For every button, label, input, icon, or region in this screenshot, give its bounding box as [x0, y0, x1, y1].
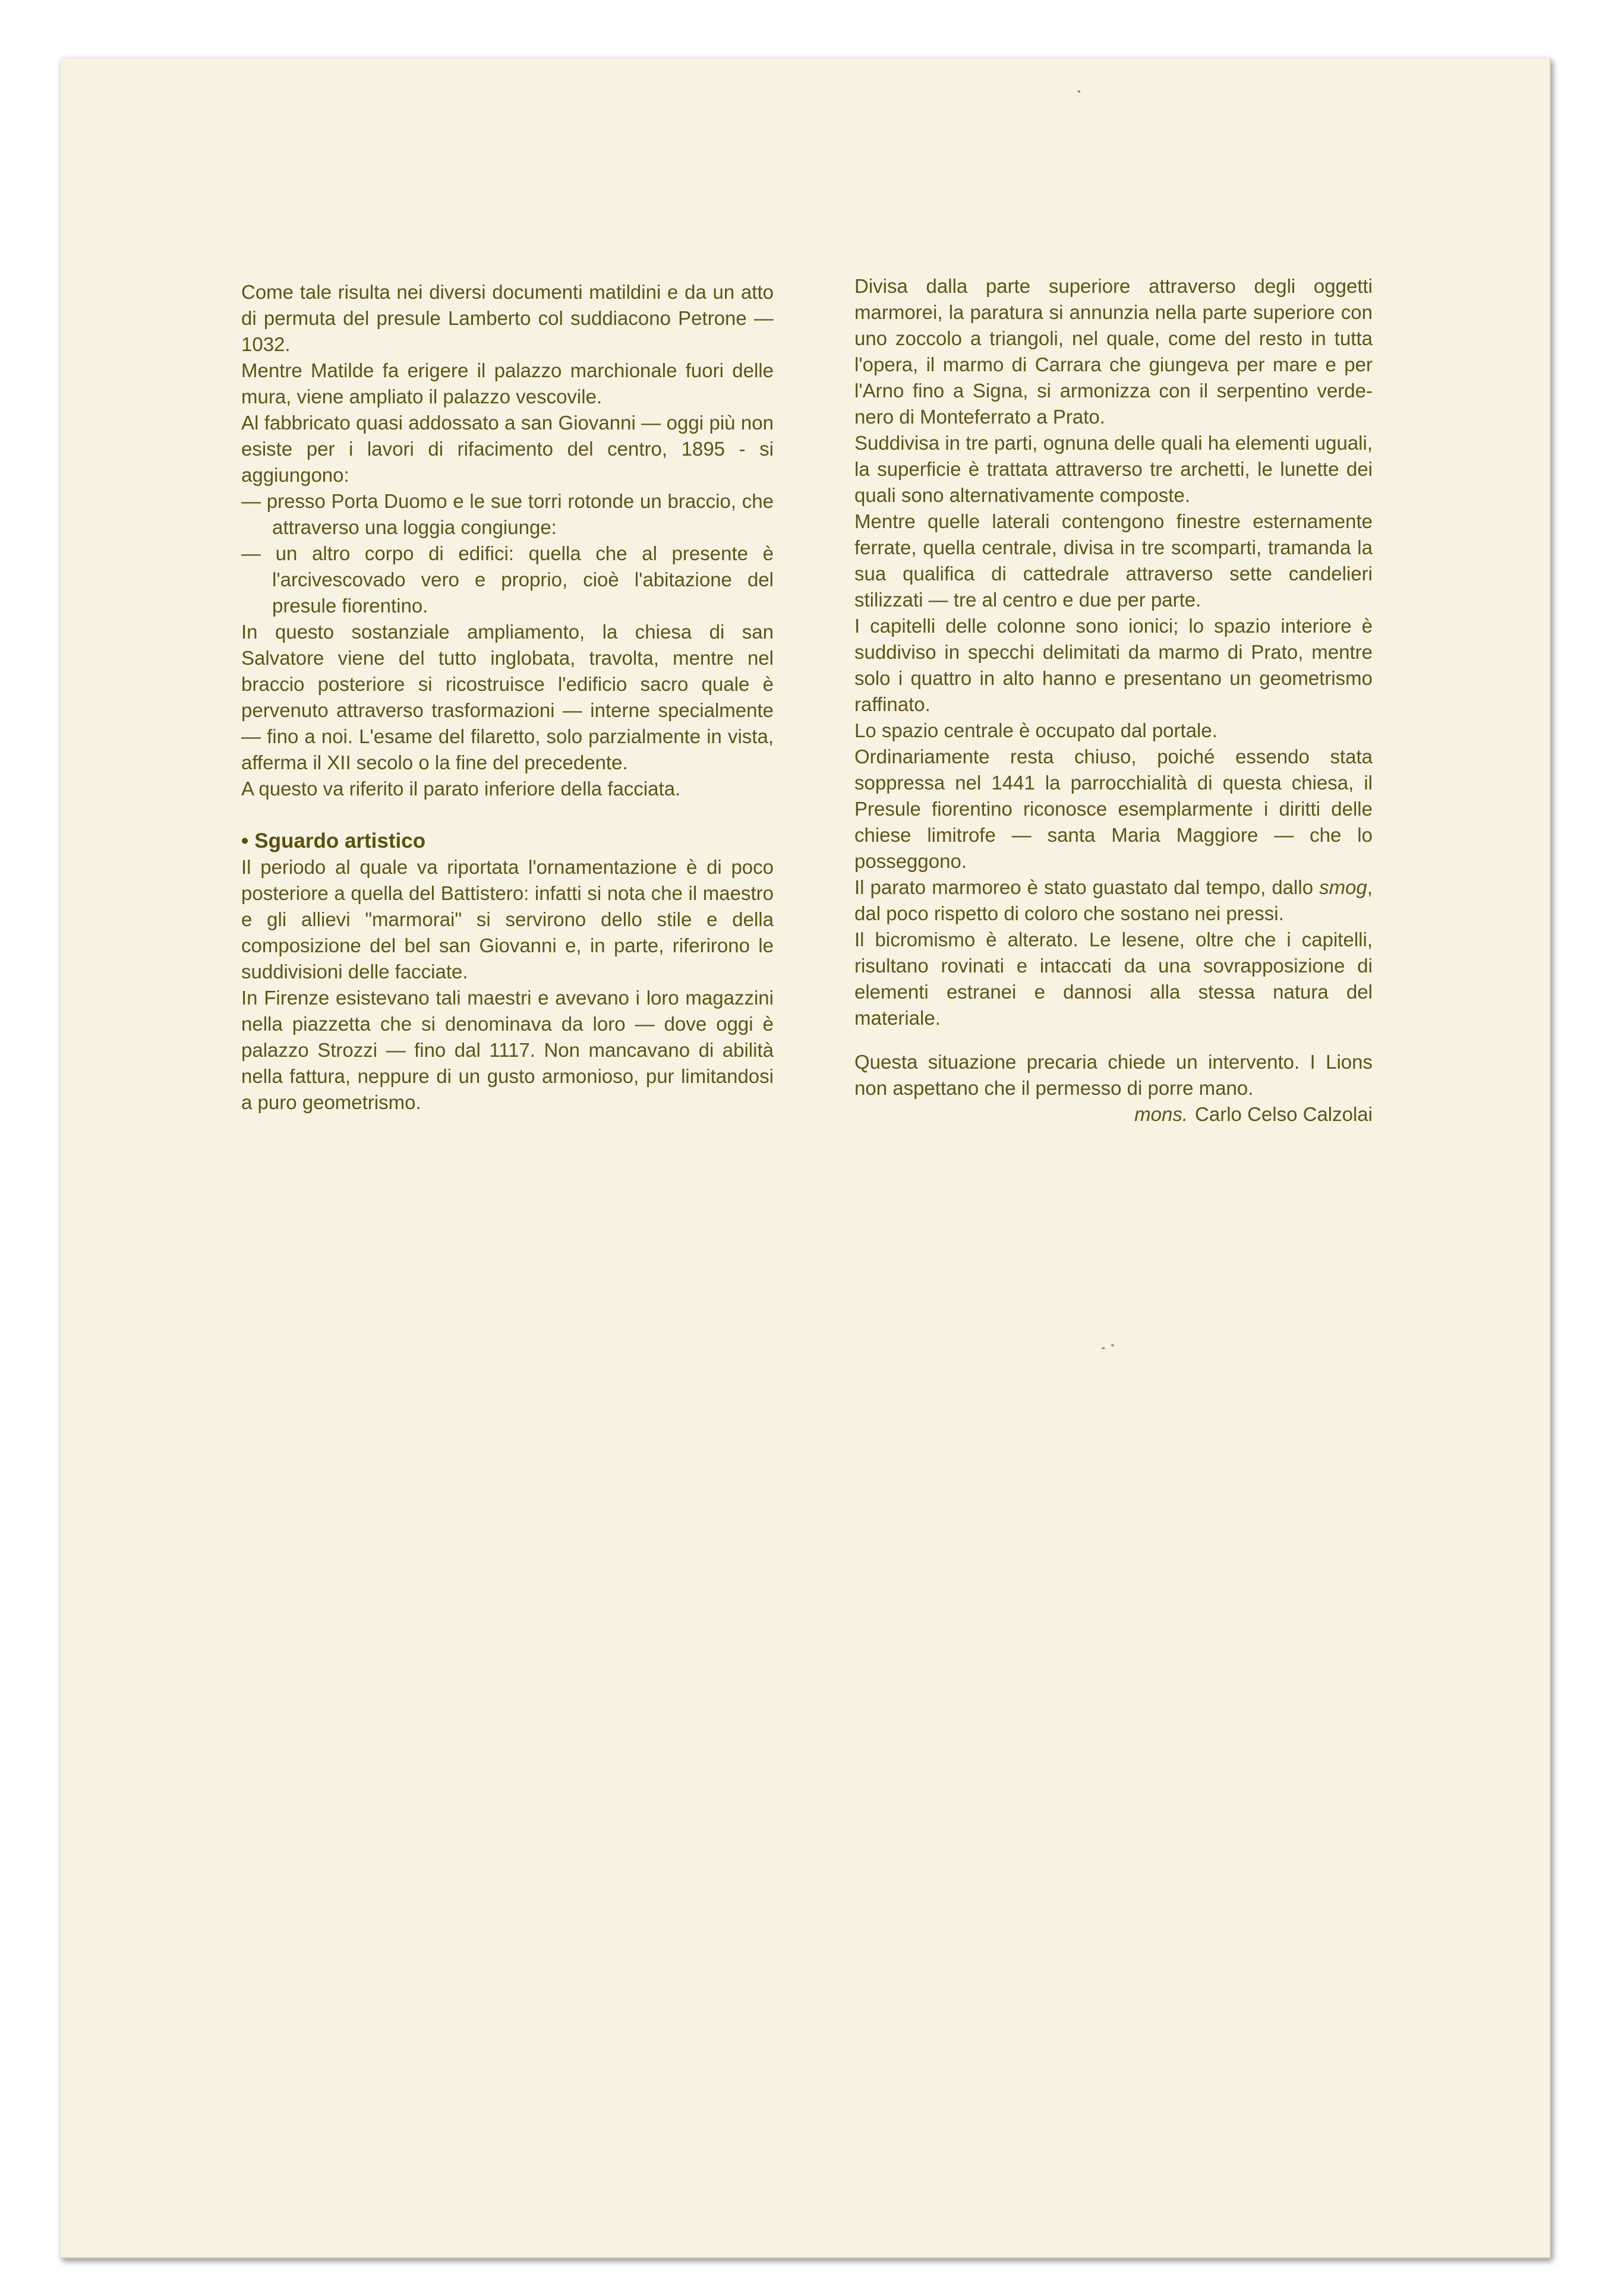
text-run: , dal poco rispetto di coloro che sostano nei pressi.	[854, 876, 1373, 924]
left-column	[241, 279, 774, 1116]
paragraph: Suddivisa in tre parti, ognuna delle quali ha elementi uguali, la superficie è trattata attraverso tre archetti, le lunette dei quali sono alternativamente composte.	[854, 432, 1373, 506]
page-sheet	[61, 58, 1551, 2259]
paragraph: In questo sostanziale ampliamento, la chiesa di san Salvatore viene del tutto inglobata, travolta, mentre nel braccio posteriore si ricostruisce l'edificio sacro quale è pervenuto attraverso trasformazioni — interne specialmente — fino a noi. L'esame del filaretto, solo parzialmente in vista, afferma il XII secolo o la fine del precedente.	[241, 621, 774, 773]
paragraph: Mentre Matilde fa erigere il palazzo marchionale fuori delle mura, viene ampliato il palazzo vescovile.	[241, 359, 774, 408]
italic-word: smog	[1319, 876, 1367, 898]
section-heading	[241, 828, 774, 854]
paragraph: In Firenze esistevano tali maestri e avevano i loro magazzini nella piazzetta che si denominava da loro — dove oggi è palazzo Strozzi — fino dal 1117. Non mancavano di abilità nella fattura, neppure di un gusto armonioso, pur limitandosi a puro geometrismo.	[241, 987, 774, 1113]
paragraph	[854, 874, 1373, 927]
signature-title: mons.	[1134, 1103, 1188, 1125]
paragraph: I capitelli delle colonne sono ionici; lo spazio interiore è suddiviso in specchi delimitati da marmo di Prato, mentre solo i quattro in alto hanno e presentano un geometrismo raffinato.	[854, 615, 1373, 715]
paper-speck	[1111, 1344, 1114, 1347]
paragraph: Il periodo al quale va riportata l'ornamentazione è di poco posteriore a quella del Battistero: infatti si nota che il maestro e gli allievi "marmorai" si servirono dello stile e della composizione del bel san Giovanni e, in parte, riferirono le suddivisioni delle facciate.	[241, 856, 774, 983]
bullet-icon: •	[241, 829, 249, 852]
paragraph: A questo va riferito il parato inferiore della facciata.	[241, 778, 681, 800]
paragraph: Lo spazio centrale è occupato dal portale.	[854, 719, 1217, 741]
paragraph: Questa situazione precaria chiede un intervento. I Lions non aspettano che il permesso di porre mano.	[854, 1051, 1373, 1099]
paragraph: Come tale risulta nei diversi documenti matildini e da un atto di permuta del presule Lamberto col suddiacono Petrone — 1032.	[241, 281, 774, 355]
signature	[854, 1101, 1373, 1128]
paper-speck	[1078, 90, 1080, 93]
spacer	[241, 802, 774, 828]
section-heading-text: Sguardo artistico	[254, 829, 426, 852]
paragraph: Il bicromismo è alterato. Le lesene, oltre che i capitelli, risultano rovinati e intaccati da una sovrapposizione di elementi estranei e dannosi alla stessa natura del materiale.	[854, 928, 1373, 1029]
paragraph: Mentre quelle laterali contengono finestre esternamente ferrate, quella centrale, divisa in tre scomparti, tramanda la sua qualifica di cattedrale attraverso sette candelieri stilizzati — tre al centro e due per parte.	[854, 510, 1373, 611]
signature-name: Carlo Celso Calzolai	[1195, 1103, 1373, 1125]
paragraph: Divisa dalla parte superiore attraverso degli oggetti marmorei, la paratura si annunzia nella parte superiore con uno zoccolo a triangoli, nel quale, come del resto in tutta l'opera, il marmo di Carrara che giungeva per mare e per l'Arno fino a Signa, si armonizza con il serpentino verde-nero di Monteferrato a Prato.	[854, 275, 1373, 428]
list-item: — presso Porta Duomo e le sue torri rotonde un braccio, che attraverso una loggia congiunge:	[241, 490, 774, 538]
paragraph: Al fabbricato quasi addossato a san Giovanni — oggi più non esiste per i lavori di rifacimento del centro, 1895 - si aggiungono:	[241, 412, 774, 486]
spacer	[854, 1031, 1373, 1049]
text-run: Il parato marmoreo è stato guastato dal tempo, dallo	[854, 876, 1320, 898]
paper-speck	[1102, 1347, 1105, 1349]
list-item: — un altro corpo di edifici: quella che al presente è l'arcivescovado vero e proprio, cioè l'abitazione del presule fiorentino.	[241, 542, 774, 617]
right-column	[854, 273, 1373, 1128]
paragraph: Ordinariamente resta chiuso, poiché essendo stata soppressa nel 1441 la parrocchialità di questa chiesa, il Presule fiorentino riconosce esemplarmente i diritti delle chiese limitrofe — santa Maria Maggiore — che lo posseggono.	[854, 746, 1373, 872]
